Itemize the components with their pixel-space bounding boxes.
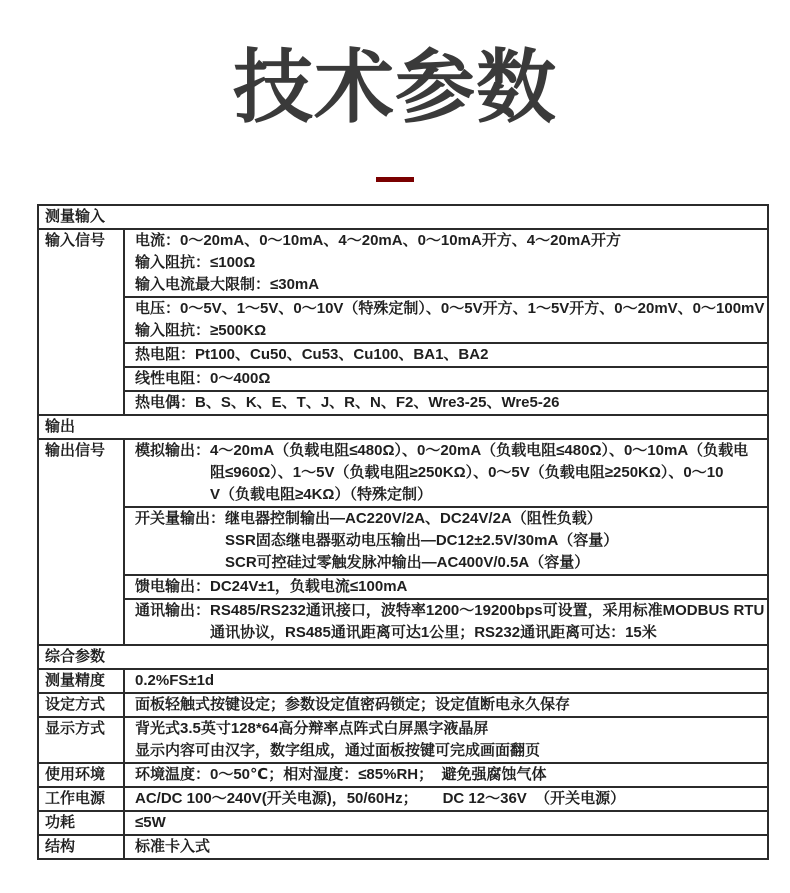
section-header-measure-input: 测量输入 bbox=[39, 206, 767, 230]
spec-line: 背光式3.5英寸128*64高分辩率点阵式白屏黑字液晶屏 bbox=[135, 720, 489, 737]
spec-line: 面板轻触式按键设定；参数设定值密码锁定；设定值断电永久保存 bbox=[135, 696, 571, 713]
table-row-accuracy bbox=[39, 670, 767, 694]
spec-line: AC/DC 100～240V(开关电源)，50/60Hz； DC 12～36V （开关电源） bbox=[135, 790, 626, 807]
row-label-accuracy: 测量精度 bbox=[39, 670, 125, 692]
group-feed-output bbox=[125, 576, 767, 600]
spec-line: SSR固态继电器驱动电压输出—DC12±2.5V/30mA（容量） bbox=[225, 532, 619, 549]
row-label-display-mode: 显示方式 bbox=[39, 718, 125, 762]
row-label-structure: 结构 bbox=[39, 836, 125, 858]
section-header-output: 输出 bbox=[39, 416, 767, 440]
spec-line: 热电偶：B、S、K、E、T、J、R、N、F2、Wre3-25、Wre5-26 bbox=[135, 394, 560, 411]
power-supply-content bbox=[125, 788, 767, 810]
page-title: 技术参数 bbox=[233, 43, 557, 132]
group-switch-output bbox=[125, 508, 767, 576]
row-label-setting-method: 设定方式 bbox=[39, 694, 125, 716]
section-header-general-params: 综合参数 bbox=[39, 646, 767, 670]
spec-line: V（负载电阻≥4KΩ）（特殊定制） bbox=[210, 486, 432, 503]
group-current bbox=[125, 230, 767, 298]
display-mode-content bbox=[125, 718, 767, 762]
table-row-display-mode bbox=[39, 718, 767, 764]
spec-line: 馈电输出：DC24V±1，负载电流≤100mA bbox=[135, 578, 408, 595]
spec-line: 输入阻抗：≤100Ω bbox=[135, 254, 256, 271]
spec-line: 开关量输出：继电器控制输出—AC220V/2A、DC24V/2A（阻性负载） bbox=[135, 510, 602, 527]
page bbox=[0, 38, 790, 893]
title-divider bbox=[376, 177, 414, 182]
table-row-power-supply bbox=[39, 788, 767, 812]
row-label-power-consumption: 功耗 bbox=[39, 812, 125, 834]
spec-line: 线性电阻：0～400Ω bbox=[135, 370, 271, 387]
row-label-environment: 使用环境 bbox=[39, 764, 125, 786]
spec-line: 输入电流最大限制：≤30mA bbox=[135, 276, 320, 293]
group-thermocouple bbox=[125, 392, 767, 414]
group-rtd bbox=[125, 344, 767, 368]
accuracy-content bbox=[125, 670, 767, 692]
structure-content bbox=[125, 836, 767, 858]
spec-line: 热电阻：Pt100、Cu50、Cu53、Cu100、BA1、BA2 bbox=[135, 346, 489, 363]
group-linear-resistance bbox=[125, 368, 767, 392]
spec-line: 标准卡入式 bbox=[135, 838, 211, 855]
table-row-output-signal bbox=[39, 440, 767, 646]
spec-line: 环境温度：0～50℃；相对湿度：≤85%RH； 避免强腐蚀气体 bbox=[135, 766, 547, 783]
table-row-setting-method bbox=[39, 694, 767, 718]
table-row-power-consumption bbox=[39, 812, 767, 836]
row-label-input-signal: 输入信号 bbox=[39, 230, 125, 414]
spec-line: 模拟输出：4～20mA（负载电阻≤480Ω）、0～20mA（负载电阻≤480Ω）、0～10mA（负载电 bbox=[135, 442, 749, 459]
group-comm-output bbox=[125, 600, 767, 644]
row-label-power-supply: 工作电源 bbox=[39, 788, 125, 810]
output-signal-content bbox=[125, 440, 767, 644]
spec-table bbox=[37, 204, 769, 860]
spec-line: 通讯输出：RS485/RS232通讯接口，波特率1200～19200bps可设置，采用标准MODBUS RTU bbox=[135, 602, 765, 619]
input-signal-content bbox=[125, 230, 767, 414]
spec-line: 通讯协议，RS485通讯距离可达1公里；RS232通讯距离可达：15米 bbox=[210, 624, 657, 641]
spec-line: SCR可控硅过零触发脉冲输出—AC400V/0.5A（容量） bbox=[225, 554, 590, 571]
spec-line: 电流：0～20mA、0～10mA、4～20mA、0～10mA开方、4～20mA开方 bbox=[135, 232, 621, 249]
spec-line: 电压：0～5V、1～5V、0～10V（特殊定制）、0～5V开方、1～5V开方、0～20mV、0～100mV bbox=[135, 300, 765, 317]
power-consumption-content bbox=[125, 812, 767, 834]
group-voltage bbox=[125, 298, 767, 344]
spec-line: ≤5W bbox=[135, 814, 166, 831]
spec-line: 阻≤960Ω）、1～5V（负载电阻≥250KΩ）、0～5V（负载电阻≥250KΩ）、0～10 bbox=[210, 464, 724, 481]
spec-line: 输入阻抗：≥500KΩ bbox=[135, 322, 267, 339]
table-row-structure bbox=[39, 836, 767, 858]
spec-line: 显示内容可由汉字，数字组成，通过面板按键可完成画面翻页 bbox=[135, 742, 541, 759]
table-row-input-signal bbox=[39, 230, 767, 416]
table-row-environment bbox=[39, 764, 767, 788]
row-label-output-signal: 输出信号 bbox=[39, 440, 125, 644]
setting-method-content bbox=[125, 694, 767, 716]
environment-content bbox=[125, 764, 767, 786]
group-analog-output bbox=[125, 440, 767, 508]
spec-line: 0.2%FS±1d bbox=[135, 672, 215, 689]
